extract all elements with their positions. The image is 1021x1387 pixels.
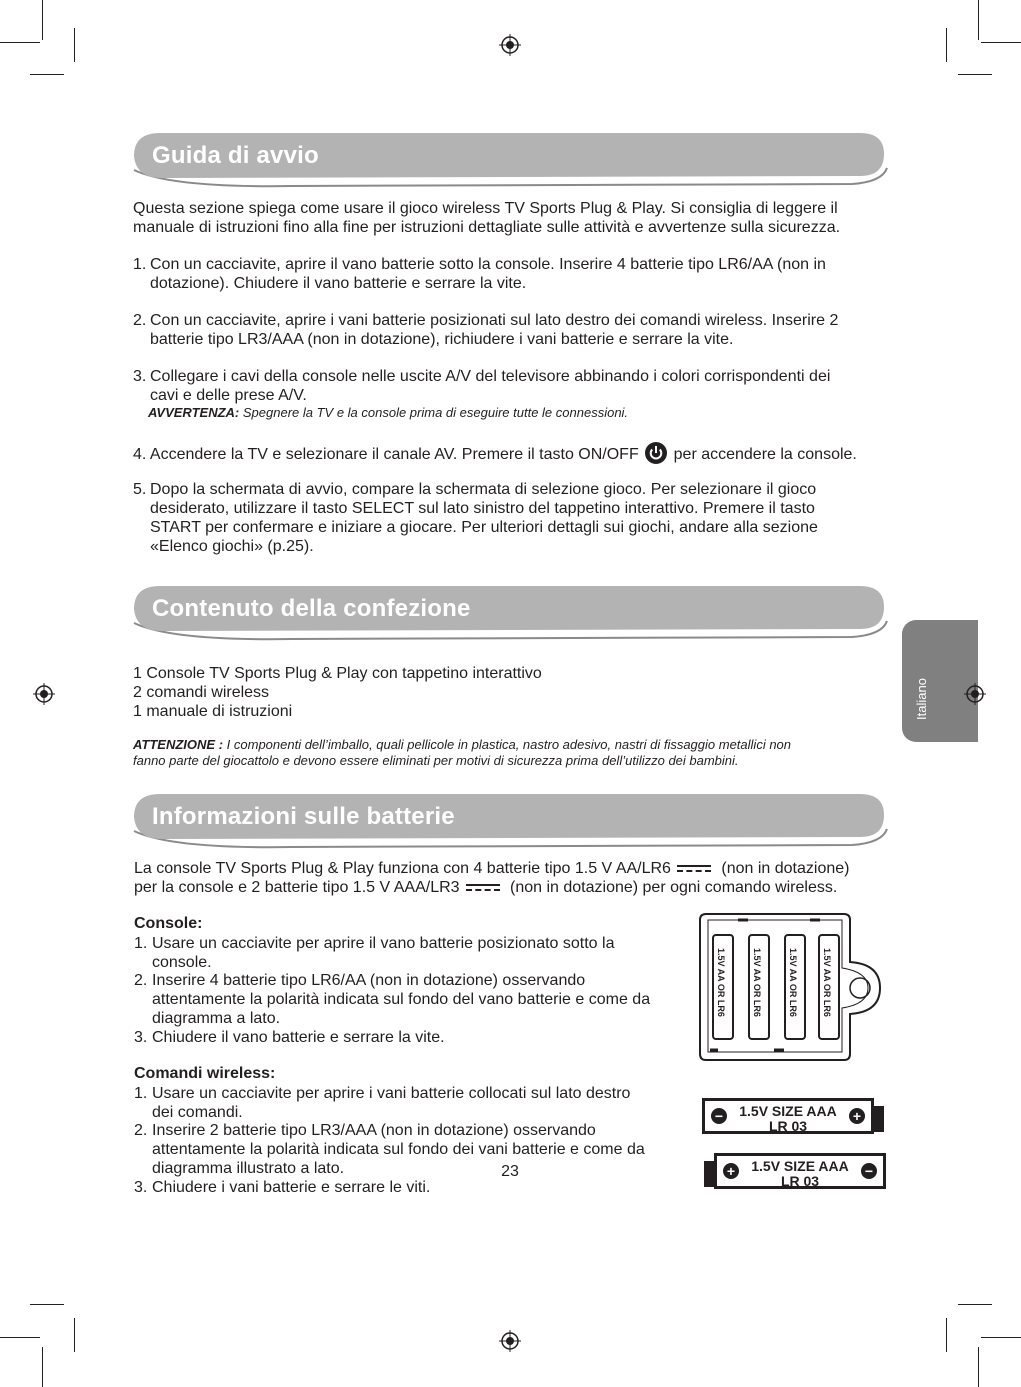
list-item	[134, 1121, 679, 1178]
list-number: 1.	[134, 935, 148, 952]
list-text: Chiudere i vani batterie e serrare le viti.	[152, 1179, 431, 1196]
crop-mark	[30, 1304, 64, 1305]
aa-battery-label: 1.5V AA OR LR6	[822, 948, 832, 1017]
plus-icon: +	[723, 1163, 739, 1179]
attention-note	[133, 737, 893, 769]
battery-intro-line	[134, 878, 894, 897]
list-number: 4.	[133, 446, 147, 463]
list-number: 2.	[134, 1122, 148, 1139]
crop-mark	[74, 1318, 75, 1352]
list-text: Inserire 2 batterie tipo LR3/AAA (non in dotazione) osservando	[152, 1122, 596, 1139]
contents-item: 1 manuale di istruzioni	[133, 703, 293, 720]
aa-battery-label: 1.5V AA OR LR6	[752, 948, 762, 1017]
aaa-label: 1.5V SIZE AAA	[739, 1103, 837, 1119]
battery-intro-line	[134, 859, 894, 878]
list-text: cavi e delle prese A/V.	[150, 387, 307, 404]
minus-icon: −	[861, 1163, 877, 1179]
crop-mark	[958, 1304, 992, 1305]
intro-text: per la console e 2 batterie tipo 1.5 V AAA/LR3	[134, 879, 460, 896]
list-item	[134, 1178, 679, 1197]
dc-symbol-icon	[466, 883, 500, 893]
wireless-heading: Comandi wireless:	[134, 1065, 276, 1082]
attention-label: ATTENZIONE :	[133, 737, 224, 752]
aa-battery-cell	[818, 934, 840, 1040]
list-text: dotazione). Chiudere il vano batterie e serrare la vite.	[150, 275, 527, 292]
warning-text: Spegnere la TV e la console prima di eseguire tutte le connessioni.	[242, 405, 629, 420]
aa-battery-label: 1.5V AA OR LR6	[788, 948, 798, 1017]
section-banner-guida	[132, 130, 888, 190]
intro-text: (non in dotazione) per ogni comando wireless.	[510, 879, 838, 896]
power-button-icon	[645, 442, 667, 464]
plus-icon: +	[849, 1108, 865, 1124]
aa-battery-cell	[712, 934, 734, 1040]
list-number: 1.	[134, 1085, 148, 1102]
list-item	[134, 1084, 679, 1122]
list-number: 5.	[133, 481, 147, 498]
list-number: 3.	[134, 1179, 148, 1196]
aa-battery-label: 1.5V AA OR LR6	[716, 948, 726, 1017]
registration-mark-icon	[33, 683, 55, 705]
crop-mark	[30, 74, 64, 75]
list-item	[133, 255, 893, 293]
console-heading: Console:	[134, 915, 203, 932]
page-number: 23	[501, 1163, 519, 1180]
section-title: Contenuto della confezione	[152, 595, 471, 622]
minus-icon: −	[711, 1108, 727, 1124]
list-item	[133, 442, 893, 464]
list-text: batterie tipo LR3/AAA (non in dotazione), richiudere i vani batterie e serrare la vite.	[150, 331, 734, 348]
intro-line: Questa sezione spiega come usare il gioco wireless TV Sports Plug & Play. Si consiglia di leggere il	[133, 200, 838, 217]
section-title: Guida di avvio	[152, 142, 319, 169]
list-text: START per confermare e iniziare a giocare. Per ulteriori dettagli sui giochi, andare alla sezione	[150, 519, 818, 536]
crop-mark	[981, 42, 1021, 43]
list-number: 3.	[134, 1029, 148, 1046]
language-side-tab	[902, 620, 978, 742]
aa-battery-compartment-diagram	[698, 912, 892, 1062]
list-item	[133, 480, 893, 556]
warning-note	[148, 405, 628, 421]
list-text: dei comandi.	[152, 1104, 243, 1121]
warning-label: AVVERTENZA:	[148, 405, 240, 420]
list-number: 3.	[133, 368, 147, 385]
crop-mark	[958, 74, 992, 75]
list-number: 2.	[133, 312, 147, 329]
attention-text: I componenti dell’imballo, quali pellicole in plastica, nastro adesivo, nastri di fissaggio metallici non	[226, 737, 792, 752]
list-text: Collegare i cavi della console nelle uscite A/V del televisore abbinando i colori corrispondenti dei	[150, 368, 831, 385]
contents-item: 2 comandi wireless	[133, 684, 270, 701]
list-text: Usare un cacciavite per aprire i vani batterie collocati sul lato destro	[152, 1085, 631, 1102]
list-text: per accendere la console.	[673, 446, 857, 463]
registration-mark-icon	[499, 34, 521, 56]
list-text: Con un cacciavite, aprire i vani batterie posizionati sul lato destro dei comandi wireless. Inserire 2	[150, 312, 839, 329]
list-text: Inserire 4 batterie tipo LR6/AA (non in dotazione) osservando	[152, 972, 586, 989]
aaa-sublabel: LR 03	[780, 1173, 820, 1189]
list-text: Dopo la schermata di avvio, compare la schermata di selezione gioco. Per selezionare il gioco	[150, 481, 817, 498]
crop-mark	[978, 0, 979, 40]
aaa-label: 1.5V SIZE AAA	[751, 1158, 849, 1174]
list-item	[134, 1028, 679, 1047]
crop-mark	[946, 28, 947, 62]
crop-mark	[0, 1337, 40, 1338]
intro-text: (non in dotazione)	[721, 860, 850, 877]
section-banner-batterie	[132, 791, 888, 851]
list-text: «Elenco giochi» (p.25).	[150, 538, 314, 555]
registration-mark-icon	[964, 683, 986, 705]
list-text: Con un cacciavite, aprire il vano batterie sotto la console. Inserire 4 batterie tipo LR6/AA (non in	[150, 256, 826, 273]
list-text: Accendere la TV e selezionare il canale AV. Premere il tasto ON/OFF	[149, 446, 639, 463]
crop-mark	[42, 0, 43, 40]
registration-mark-icon	[499, 1330, 521, 1352]
section-title: Informazioni sulle batterie	[152, 803, 455, 830]
list-text: Chiudere il vano batterie e serrare la vite.	[152, 1029, 445, 1046]
crop-mark	[42, 1347, 43, 1387]
contents-item: 1 Console TV Sports Plug & Play con tappetino interattivo	[133, 665, 542, 682]
crop-mark	[978, 1347, 979, 1387]
list-number: 2.	[134, 972, 148, 989]
list-item	[133, 311, 893, 349]
aaa-battery-diagram	[714, 1153, 886, 1189]
list-text: desiderato, utilizzare il tasto SELECT sul lato sinistro del tappetino interattivo. Premere il tasto	[150, 500, 815, 517]
language-label: Italiano	[914, 678, 929, 720]
list-text: Usare un cacciavite per aprire il vano batterie posizionato sotto la	[152, 935, 615, 952]
aa-battery-cell	[784, 934, 806, 1040]
list-text: diagramma illustrato a lato.	[152, 1160, 345, 1177]
intro-line: manuale di istruzioni fino alla fine per istruzioni dettagliate sulle attività e avvertenze sulla sicurezza.	[133, 219, 841, 236]
list-text: attentamente la polarità indicata sul fondo dei vani batterie e come da	[152, 1141, 645, 1158]
aaa-battery-diagram	[702, 1098, 874, 1134]
aaa-sublabel: LR 03	[768, 1118, 808, 1134]
crop-mark	[74, 28, 75, 62]
battery-terminal	[874, 1106, 884, 1132]
intro-text: La console TV Sports Plug & Play funziona con 4 batterie tipo 1.5 V AA/LR6	[134, 860, 671, 877]
list-item	[133, 367, 893, 405]
list-text: attentamente la polarità indicata sul fondo del vano batterie e come da	[152, 991, 651, 1008]
aa-battery-cell	[748, 934, 770, 1040]
list-text: console.	[152, 954, 212, 971]
crop-mark	[981, 1337, 1021, 1338]
dc-symbol-icon	[677, 864, 711, 874]
list-item	[134, 971, 679, 1028]
battery-terminal	[704, 1161, 714, 1187]
attention-text: fanno parte del giocattolo e devono essere eliminati per motivi di sicurezza prima dell’utilizzo dei bambini.	[133, 753, 739, 768]
list-text: diagramma a lato.	[152, 1010, 281, 1027]
list-item	[134, 934, 679, 972]
crop-mark	[946, 1318, 947, 1352]
crop-mark	[0, 42, 40, 43]
section-banner-contenuto	[132, 583, 888, 643]
list-number: 1.	[133, 256, 147, 273]
